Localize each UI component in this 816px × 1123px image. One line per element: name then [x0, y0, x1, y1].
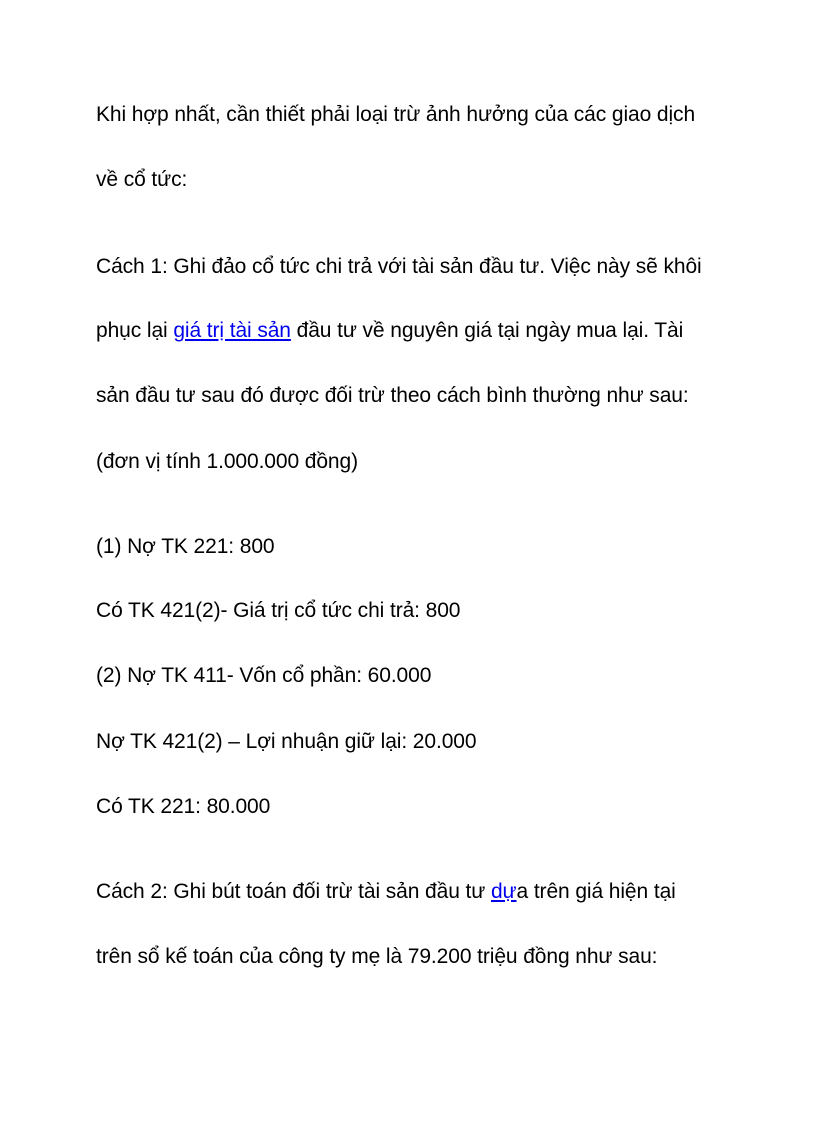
method2-line-1-after: a trên giá hiện tại: [516, 880, 676, 903]
intro-line-1: Khi hợp nhất, cần thiết phải loại trừ ảnh hưởng của các giao dịch: [96, 103, 696, 126]
method1-line-1: Cách 1: Ghi đảo cổ tức chi trả với tài sản đầu tư. Việc này sẽ khôi: [96, 255, 702, 278]
method1-line-3: sản đầu tư sau đó được đối trừ theo cách bình thường như sau:: [96, 384, 689, 407]
unit-note: (đơn vị tính 1.000.000 đồng): [96, 450, 358, 473]
method1-line-2-after: đầu tư về nguyên giá tại ngày mua lại. Tài: [290, 319, 684, 342]
method2-line-1: [96, 880, 676, 904]
entry-4: Nợ TK 421(2) – Lợi nhuận giữ lại: 20.000: [96, 730, 477, 753]
du-link[interactable]: dự: [490, 880, 517, 903]
method2-line-1-before: Cách 2: Ghi bút toán đối trừ tài sản đầu tư: [96, 880, 491, 903]
entry-3: (2) Nợ TK 411- Vốn cổ phần: 60.000: [96, 664, 432, 687]
method1-line-2-before: phục lại: [96, 319, 174, 342]
entry-2: Có TK 421(2)- Giá trị cổ tức chi trả: 800: [96, 599, 461, 622]
asset-value-link[interactable]: giá trị tài sản: [173, 319, 291, 342]
method2-line-2: trên sổ kế toán của công ty mẹ là 79.200 triệu đồng như sau:: [96, 945, 658, 968]
intro-line-2: về cổ tức:: [96, 168, 188, 191]
entry-1: (1) Nợ TK 221: 800: [96, 535, 275, 558]
entry-5: Có TK 221: 80.000: [96, 795, 271, 818]
method1-line-2: [96, 319, 683, 343]
